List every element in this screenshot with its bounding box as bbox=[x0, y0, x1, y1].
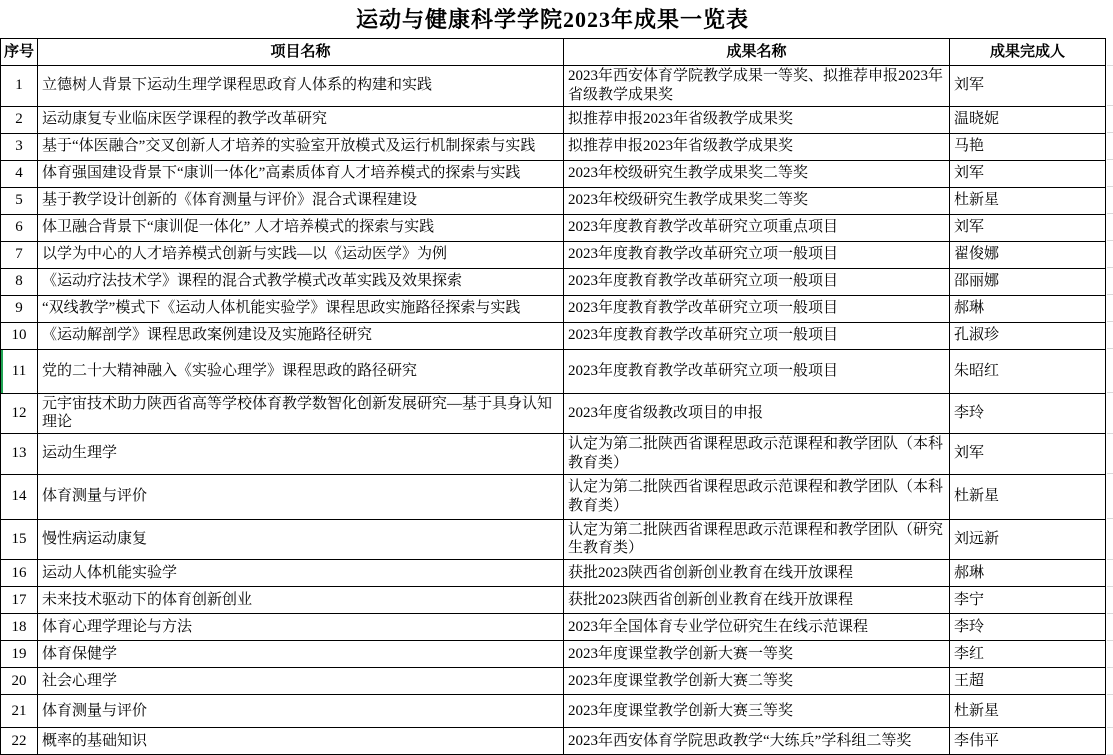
row-number-cell[interactable]: 10 bbox=[1, 322, 38, 349]
person-cell[interactable]: 王超 bbox=[950, 668, 1106, 695]
project-name-cell[interactable]: 概率的基础知识 bbox=[38, 728, 564, 755]
result-name-cell[interactable]: 2023年度教育教学改革研究立项一般项目 bbox=[564, 349, 950, 393]
person-cell[interactable]: 刘军 bbox=[950, 66, 1106, 107]
result-name-cell[interactable]: 认定为第二批陕西省课程思政示范课程和教学团队（研究生教育类） bbox=[564, 519, 950, 560]
project-name-cell[interactable]: 运动生理学 bbox=[38, 434, 564, 475]
header-cell-project[interactable]: 项目名称 bbox=[38, 39, 564, 66]
table-row bbox=[1, 641, 1106, 668]
person-cell[interactable]: 刘军 bbox=[950, 160, 1106, 187]
gridline-stub bbox=[1107, 105, 1113, 106]
row-number-cell[interactable]: 17 bbox=[1, 587, 38, 614]
gridline-stub bbox=[1107, 267, 1113, 268]
gridline-stub bbox=[1107, 694, 1113, 695]
person-cell[interactable]: 郝琳 bbox=[950, 295, 1106, 322]
gridline-stub bbox=[1107, 186, 1113, 187]
person-cell[interactable]: 温晓妮 bbox=[950, 106, 1106, 133]
row-number-cell[interactable]: 12 bbox=[1, 393, 38, 434]
person-cell[interactable]: 邵丽娜 bbox=[950, 268, 1106, 295]
result-name-cell[interactable]: 2023年度教育教学改革研究立项一般项目 bbox=[564, 268, 950, 295]
row-number-cell[interactable]: 5 bbox=[1, 187, 38, 214]
result-name-cell[interactable]: 2023年度课堂教学创新大赛二等奖 bbox=[564, 668, 950, 695]
project-name-cell[interactable]: 《运动疗法技术学》课程的混合式教学模式改革实践及效果探索 bbox=[38, 268, 564, 295]
header-row bbox=[1, 39, 1106, 66]
person-cell[interactable]: 郝琳 bbox=[950, 560, 1106, 587]
project-name-cell[interactable]: 以学为中心的人才培养模式创新与实践—以《运动医学》为例 bbox=[38, 241, 564, 268]
table-row bbox=[1, 241, 1106, 268]
header-cell-result[interactable]: 成果名称 bbox=[564, 39, 950, 66]
result-name-cell[interactable]: 2023年度课堂教学创新大赛一等奖 bbox=[564, 641, 950, 668]
project-name-cell[interactable]: 体育强国建设背景下“康训一体化”高素质体育人才培养模式的探索与实践 bbox=[38, 160, 564, 187]
project-name-cell[interactable]: 慢性病运动康复 bbox=[38, 519, 564, 560]
table-row bbox=[1, 560, 1106, 587]
result-name-cell[interactable]: 拟推荐申报2023年省级教学成果奖 bbox=[564, 106, 950, 133]
person-cell[interactable]: 杜新星 bbox=[950, 187, 1106, 214]
project-name-cell[interactable]: 体育测量与评价 bbox=[38, 695, 564, 728]
gridline-stub bbox=[1107, 586, 1113, 587]
table-row bbox=[1, 295, 1106, 322]
row-number-cell[interactable]: 21 bbox=[1, 695, 38, 728]
table-row bbox=[1, 187, 1106, 214]
row-number-cell[interactable]: 8 bbox=[1, 268, 38, 295]
gridline-stub bbox=[1107, 348, 1113, 349]
table-row bbox=[1, 349, 1106, 393]
table-row bbox=[1, 268, 1106, 295]
table-row bbox=[1, 133, 1106, 160]
result-name-cell[interactable]: 2023年度课堂教学创新大赛三等奖 bbox=[564, 695, 950, 728]
table-row bbox=[1, 614, 1106, 641]
row-number-cell[interactable]: 19 bbox=[1, 641, 38, 668]
row-number-cell[interactable]: 14 bbox=[1, 474, 38, 519]
gridline-stub bbox=[1107, 132, 1113, 133]
result-name-cell[interactable]: 2023年西安体育学院教学成果一等奖、拟推荐申报2023年省级教学成果奖 bbox=[564, 66, 950, 107]
table-row bbox=[1, 668, 1106, 695]
person-cell[interactable]: 刘军 bbox=[950, 434, 1106, 475]
gridline-stub bbox=[1107, 392, 1113, 393]
person-cell[interactable]: 李玲 bbox=[950, 393, 1106, 434]
person-cell[interactable]: 李伟平 bbox=[950, 728, 1106, 755]
person-cell[interactable]: 朱昭红 bbox=[950, 349, 1106, 393]
result-name-cell[interactable]: 2023年校级研究生教学成果奖二等奖 bbox=[564, 187, 950, 214]
person-cell[interactable]: 李红 bbox=[950, 641, 1106, 668]
row-number-cell[interactable]: 13 bbox=[1, 434, 38, 475]
project-name-cell[interactable]: 体卫融合背景下“康训促一体化” 人才培养模式的探索与实践 bbox=[38, 214, 564, 241]
row-number-cell[interactable]: 3 bbox=[1, 133, 38, 160]
result-name-cell[interactable]: 2023年度教育教学改革研究立项一般项目 bbox=[564, 295, 950, 322]
row-number-cell[interactable]: 6 bbox=[1, 214, 38, 241]
table-row bbox=[1, 434, 1106, 475]
project-name-cell[interactable]: 未来技术驱动下的体育创新创业 bbox=[38, 587, 564, 614]
person-cell[interactable]: 杜新星 bbox=[950, 695, 1106, 728]
gridline-stub bbox=[1107, 159, 1113, 160]
project-name-cell[interactable]: 运动康复专业临床医学课程的教学改革研究 bbox=[38, 106, 564, 133]
project-name-cell[interactable]: 基于“体医融合”交叉创新人才培养的实验室开放模式及运行机制探索与实践 bbox=[38, 133, 564, 160]
table-row bbox=[1, 519, 1106, 560]
results-table bbox=[0, 38, 1106, 755]
gridline-stub bbox=[1107, 321, 1113, 322]
project-name-cell[interactable]: “双线教学”模式下《运动人体机能实验学》课程思政实施路径探索与实践 bbox=[38, 295, 564, 322]
person-cell[interactable]: 翟俊娜 bbox=[950, 241, 1106, 268]
result-name-cell[interactable]: 2023年全国体育专业学位研究生在线示范课程 bbox=[564, 614, 950, 641]
gridline-stub bbox=[1107, 613, 1113, 614]
table-row bbox=[1, 393, 1106, 434]
person-cell[interactable]: 李宁 bbox=[950, 587, 1106, 614]
gridline-stub bbox=[1107, 640, 1113, 641]
result-name-cell[interactable]: 2023年度省级教改项目的申报 bbox=[564, 393, 950, 434]
result-name-cell[interactable]: 2023年度教育教学改革研究立项一般项目 bbox=[564, 241, 950, 268]
project-name-cell[interactable]: 基于教学设计创新的《体育测量与评价》混合式课程建设 bbox=[38, 187, 564, 214]
row-number-cell[interactable]: 22 bbox=[1, 728, 38, 755]
table-body bbox=[1, 66, 1106, 755]
project-name-cell[interactable]: 元宇宙技术助力陕西省高等学校体育教学数智化创新发展研究—基于具身认知理论 bbox=[38, 393, 564, 434]
page-title: 运动与健康科学学院2023年成果一览表 bbox=[355, 7, 749, 32]
gridline-stub bbox=[1107, 433, 1113, 434]
table-row bbox=[1, 160, 1106, 187]
project-name-cell[interactable]: 体育测量与评价 bbox=[38, 474, 564, 519]
table-row bbox=[1, 474, 1106, 519]
result-name-cell[interactable]: 拟推荐申报2023年省级教学成果奖 bbox=[564, 133, 950, 160]
gridline-stub bbox=[1107, 754, 1113, 755]
person-cell[interactable]: 孔淑珍 bbox=[950, 322, 1106, 349]
gridline-stub bbox=[1107, 240, 1113, 241]
gridline-stub bbox=[1107, 294, 1113, 295]
result-name-cell[interactable]: 2023年度教育教学改革研究立项重点项目 bbox=[564, 214, 950, 241]
result-name-cell[interactable]: 认定为第二批陕西省课程思政示范课程和教学团队（本科教育类） bbox=[564, 434, 950, 475]
table-row bbox=[1, 587, 1106, 614]
project-name-cell[interactable]: 《运动解剖学》课程思政案例建设及实施路径研究 bbox=[38, 322, 564, 349]
person-cell[interactable]: 杜新星 bbox=[950, 474, 1106, 519]
project-name-cell[interactable]: 立德树人背景下运动生理学课程思政育人体系的构建和实践 bbox=[38, 66, 564, 107]
table-row bbox=[1, 322, 1106, 349]
gridline-stub bbox=[1107, 213, 1113, 214]
header-cell-person[interactable]: 成果完成人 bbox=[950, 39, 1106, 66]
result-name-cell[interactable]: 2023年西安体育学院思政教学“大练兵”学科组二等奖 bbox=[564, 728, 950, 755]
gridline-stub bbox=[1107, 727, 1113, 728]
row-number-cell[interactable]: 2 bbox=[1, 106, 38, 133]
gridline-stub bbox=[1107, 559, 1113, 560]
person-cell[interactable]: 刘远新 bbox=[950, 519, 1106, 560]
person-cell[interactable]: 刘军 bbox=[950, 214, 1106, 241]
header-cell-no[interactable]: 序号 bbox=[1, 39, 38, 66]
row-number-cell[interactable]: 1 bbox=[1, 66, 38, 107]
project-name-cell[interactable]: 体育心理学理论与方法 bbox=[38, 614, 564, 641]
row-number-cell[interactable]: 20 bbox=[1, 668, 38, 695]
table-row bbox=[1, 106, 1106, 133]
row-number-cell[interactable]: 16 bbox=[1, 560, 38, 587]
table-row bbox=[1, 695, 1106, 728]
table-row bbox=[1, 728, 1106, 755]
gridline-stub bbox=[1107, 65, 1113, 66]
table-row bbox=[1, 66, 1106, 107]
gridline-stub bbox=[1107, 518, 1113, 519]
gridline-stub bbox=[1107, 667, 1113, 668]
project-name-cell[interactable]: 党的二十大精神融入《实验心理学》课程思政的路径研究 bbox=[38, 349, 564, 393]
result-name-cell[interactable]: 获批2023陕西省创新创业教育在线开放课程 bbox=[564, 560, 950, 587]
result-name-cell[interactable]: 2023年校级研究生教学成果奖二等奖 bbox=[564, 160, 950, 187]
row-number-cell[interactable]: 4 bbox=[1, 160, 38, 187]
result-name-cell[interactable]: 获批2023陕西省创新创业教育在线开放课程 bbox=[564, 587, 950, 614]
row-number-cell[interactable]: 11 bbox=[1, 349, 38, 393]
project-name-cell[interactable]: 体育保健学 bbox=[38, 641, 564, 668]
project-name-cell[interactable]: 运动人体机能实验学 bbox=[38, 560, 564, 587]
person-cell[interactable]: 李玲 bbox=[950, 614, 1106, 641]
row-number-cell[interactable]: 7 bbox=[1, 241, 38, 268]
result-name-cell[interactable]: 2023年度教育教学改革研究立项一般项目 bbox=[564, 322, 950, 349]
project-name-cell[interactable]: 社会心理学 bbox=[38, 668, 564, 695]
table-row bbox=[1, 214, 1106, 241]
row-number-cell[interactable]: 18 bbox=[1, 614, 38, 641]
gridline-stub bbox=[1107, 473, 1113, 474]
result-name-cell[interactable]: 认定为第二批陕西省课程思政示范课程和教学团队（本科教育类） bbox=[564, 474, 950, 519]
person-cell[interactable]: 马艳 bbox=[950, 133, 1106, 160]
row-number-cell[interactable]: 15 bbox=[1, 519, 38, 560]
row-number-cell[interactable]: 9 bbox=[1, 295, 38, 322]
